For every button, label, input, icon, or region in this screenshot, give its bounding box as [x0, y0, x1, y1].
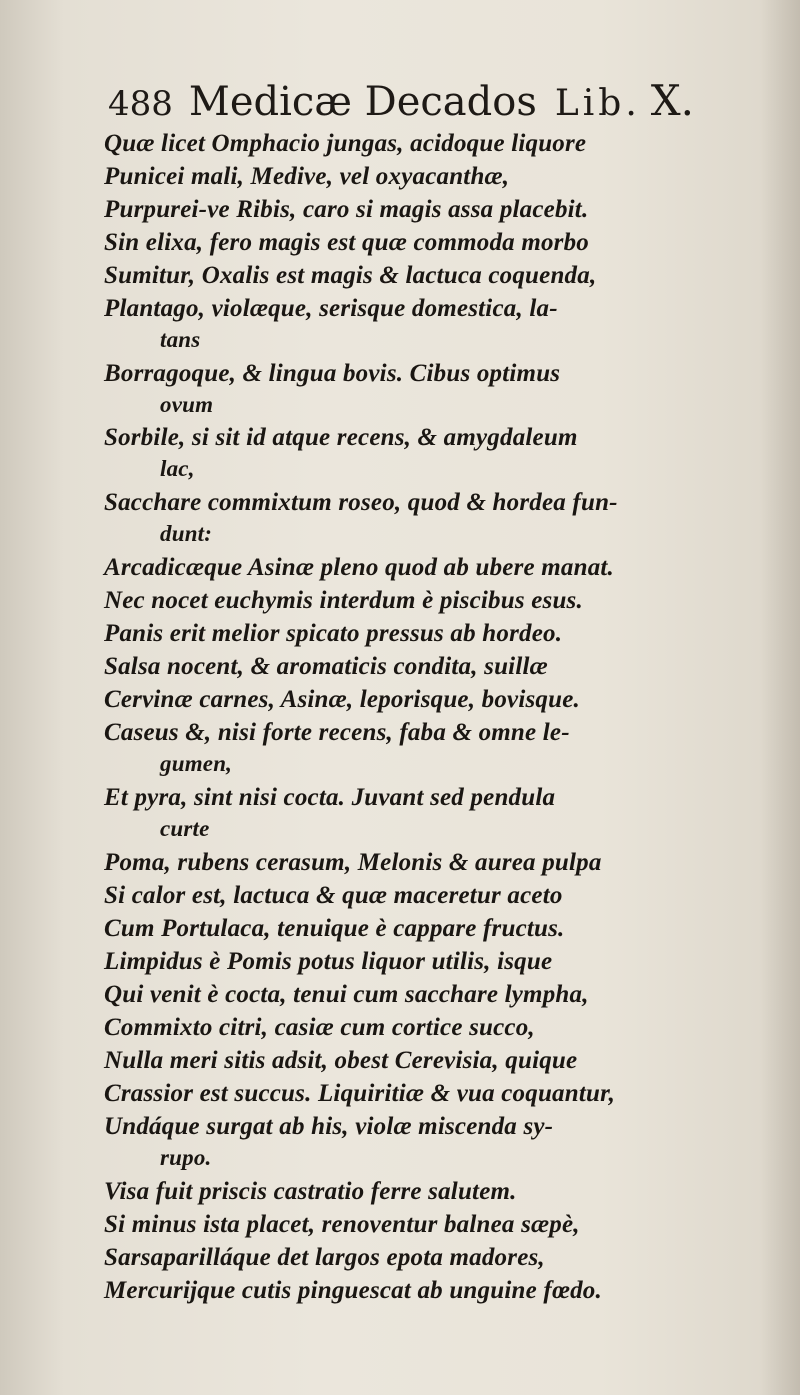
verse-line: Plantago, violæque, serisque domestica, la- — [104, 295, 558, 322]
verse-line-continuation: lac, — [160, 456, 195, 481]
verse-line: Visa fuit priscis castratio ferre salutem. — [104, 1178, 517, 1205]
verse-line: Punicei mali, Medive, vel oxyacanthæ, — [104, 163, 510, 190]
verse-line: Borragoque, & lingua bovis. Cibus optimus — [104, 360, 561, 387]
verse-line: Cum Portulaca, tenuique è cappare fructus. — [104, 915, 565, 942]
verse-line: Cervinæ carnes, Asinæ, leporisque, bovisque. — [104, 686, 580, 713]
book-number: X. — [650, 76, 695, 125]
verse-line: Quæ licet Omphacio jungas, acidoque liquore — [104, 130, 587, 157]
verse-line-continuation: tans — [160, 327, 201, 352]
verse-line: Sin elixa, fero magis est quæ commoda morbo — [104, 229, 590, 256]
verse-line: Poma, rubens cerasum, Melonis & aurea pulpa — [104, 849, 602, 876]
verse-line: Crassior est succus. Liquiritiæ & vua coquantur, — [104, 1080, 616, 1107]
verse-line: Panis erit melior spicato pressus ab hordeo. — [104, 620, 563, 647]
verse-line: Si minus ista placet, renoventur balnea sæpè, — [104, 1211, 580, 1238]
verse-line: Salsa nocent, & aromaticis condita, suillæ — [104, 653, 548, 680]
verse-line-continuation: dunt: — [160, 521, 213, 546]
verse-line: Sarsaparilláque det largos epota madores, — [104, 1244, 545, 1271]
verse-line-continuation: gumen, — [160, 751, 233, 776]
verse-line: Commixto citri, casiæ cum cortice succo, — [104, 1014, 535, 1041]
verse-line: Purpurei-ve Ribis, caro si magis assa placebit. — [104, 196, 589, 223]
verse-line: Sumitur, Oxalis est magis & lactuca coquenda, — [104, 262, 597, 289]
verse-line: Arcadicæque Asinæ pleno quod ab ubere manat. — [104, 554, 614, 581]
running-title: Medicæ Decados — [188, 79, 537, 125]
verse-line: Mercurijque cutis pinguescat ab unguine fœdo. — [104, 1277, 602, 1304]
verse-line: Caseus &, nisi forte recens, faba & omne le- — [104, 719, 570, 746]
verse-line: Qui venit è cocta, tenui cum sacchare lympha, — [104, 981, 589, 1008]
lib-label: Lib. — [554, 83, 641, 124]
verse-line: Nec nocet euchymis interdum è piscibus esus. — [104, 587, 583, 614]
verse-line-continuation: curte — [160, 816, 210, 841]
verse-line: Et pyra, sint nisi cocta. Juvant sed pendula — [104, 784, 556, 811]
verse-line: Sacchare commixtum roseo, quod & hordea fun- — [104, 489, 618, 516]
verse-line: Undáque surgat ab his, violæ miscenda sy- — [104, 1113, 554, 1140]
verse-line: Limpidus è Pomis potus liquor utilis, isque — [104, 948, 553, 975]
verse-line: Si calor est, lactuca & quæ maceretur aceto — [104, 882, 563, 909]
page-number: 488 — [108, 84, 173, 124]
verse-line-continuation: rupo. — [160, 1145, 212, 1170]
verse-line: Sorbile, si sit id atque recens, & amygdaleum — [104, 424, 578, 451]
verse-line: Nulla meri sitis adsit, obest Cerevisia, quique — [104, 1047, 578, 1074]
verse-line-continuation: ovum — [160, 392, 214, 417]
